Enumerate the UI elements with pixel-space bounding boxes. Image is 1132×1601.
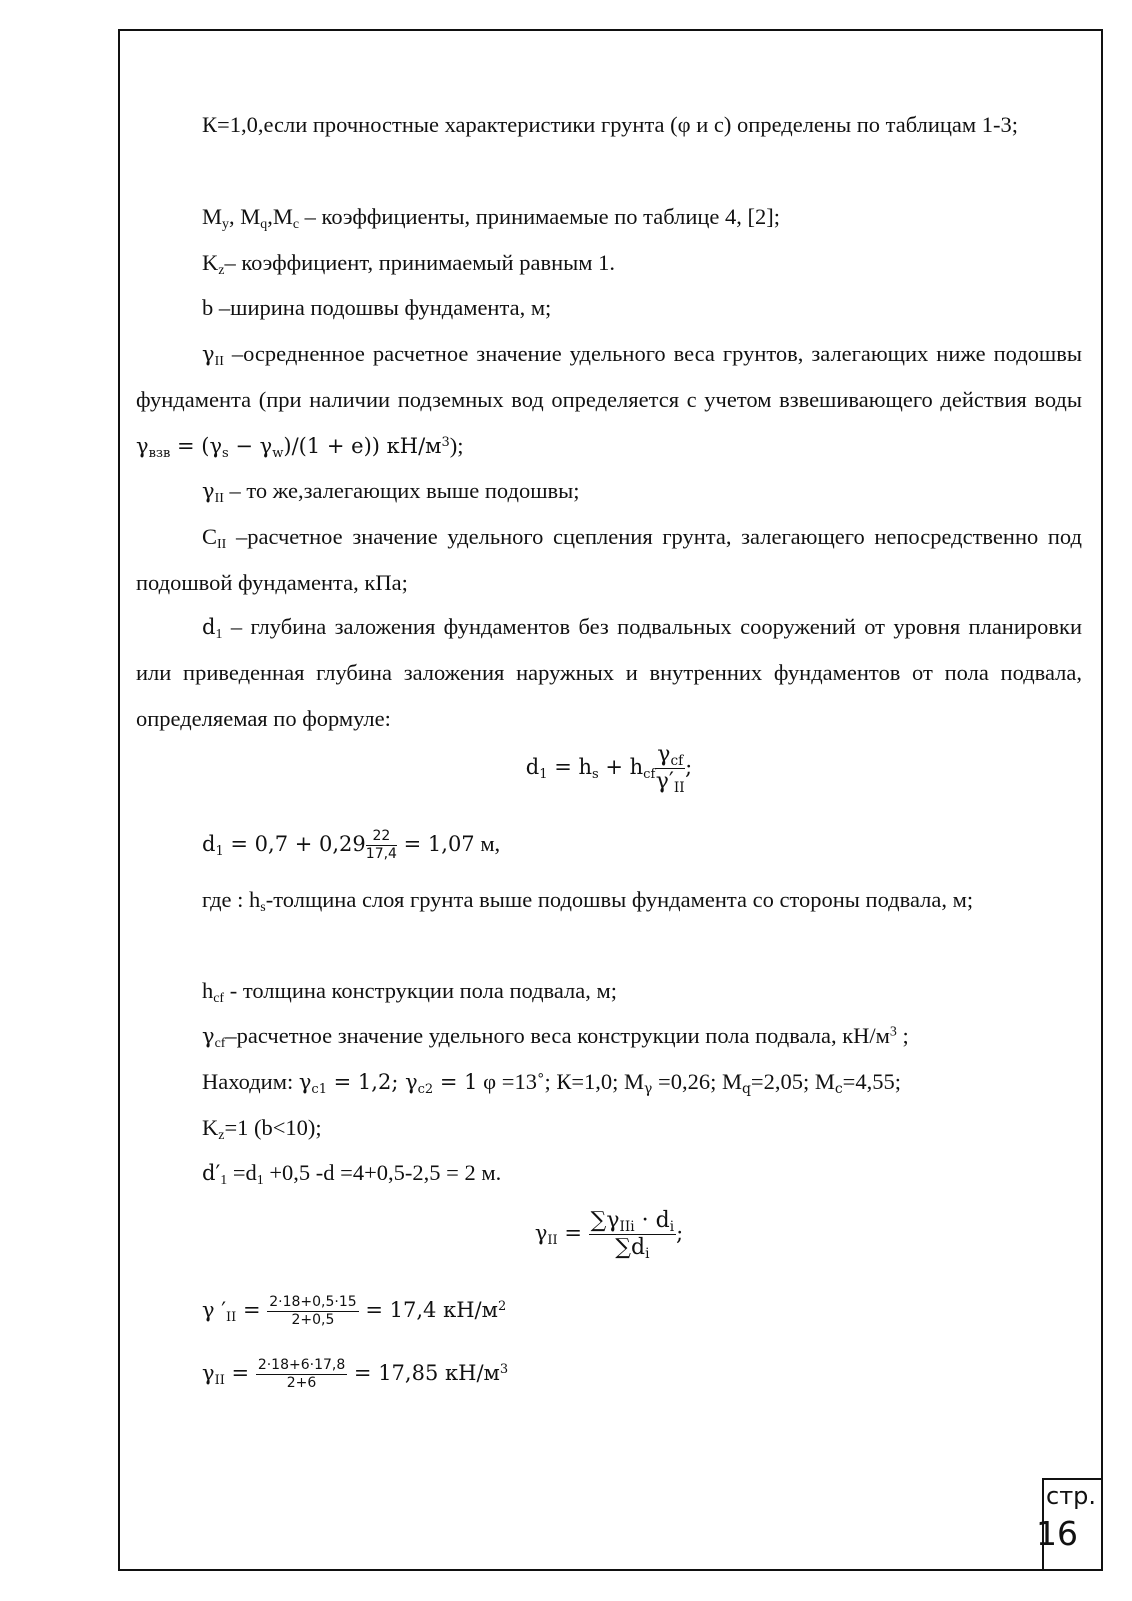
- formula-gamma-ii-prime-value: γ $'_{II}$ = $\frac{2\cdot 18+0,5\cdot 15}{2+0,5}$ = 17,4 $кН/м^2$: [202, 1293, 507, 1328]
- fraction-gamma-cf: $\frac{\gamma_{cf}}{\gamma'_{II}}$: [655, 741, 685, 797]
- page-number: 16: [1036, 1514, 1078, 1553]
- paragraph-found-values: Находим: $\gamma_{c1} = 1,2$; $\gamma_{c2} = 1$ φ =13˚; К=1,0; $M_\gamma =0,26$; $M_q=2,05$; $M_c=4,55$;: [202, 1069, 901, 1098]
- text-kz-definition: – коэффициент, принимаемый равным 1.: [224, 250, 615, 275]
- paragraph-k-coefficient: [136, 102, 1082, 148]
- paragraph-d1: $d_1$ – глубина заложения фундаментов без подвальных сооружений от уровня планировки или приведенная глубина заложения наружных и внутренних фундаментов от пола подвала, определяемая по формуле:: [136, 614, 1082, 731]
- paragraph-d1-prime: $d'_1 =d_1 +0,5$ -d =4+0,5-2,5 = 2 м.: [202, 1160, 502, 1189]
- fraction-22-17-4: $\frac{22}{17,4}$: [365, 827, 397, 862]
- formula-gamma-ii-sum: $\gamma_{II}$ = $\frac{\sum\gamma_{IIi} \cdot d_i}{\sum d_i}$ ;: [534, 1207, 684, 1263]
- text-k-definition: К=1,0,если прочностные характеристики грунта (φ и с) определены по таблицам 1-3;: [202, 112, 1018, 137]
- page-label: стр.: [1046, 1482, 1097, 1510]
- paragraph-gamma-cf: $\gamma_{cf}$–расчетное значение удельного веса конструкции пола подвала, $кН/м^3$ ;: [202, 1023, 909, 1052]
- formula-gamma-ii-value: $\gamma_{II}$ = $\frac{2\cdot 18+6\cdot 17,8}{2+6}$ = 17,85 $кН/м^3$: [202, 1356, 509, 1391]
- formula-gamma-vzv: $\gamma_{взв} = (\gamma_s - \gamma_w)/(1 + e)$) $кН/м^3$: [136, 434, 450, 461]
- paragraph-hcf: $h_{cf}$ - толщина конструкции пола подвала, м;: [202, 978, 618, 1007]
- text-m-definition: – коэффициенты, принимаемые по таблице 4, [2];: [299, 204, 781, 229]
- paragraph-kz: $K_z-$ коэффициент, принимаемый равным 1.: [202, 250, 615, 279]
- paragraph-gamma-ii: $\gamma_{II}$ –осредненное расчетное значение удельного веса грунтов, залегающих ниже подошвы фундамента (при наличии подземных вод определяется с учетом взвешивающего действия воды $\gamma_{взв} = (\gamma_s - \gamma_w)/(1 + e)$) $кН/м^3$);: [136, 341, 1082, 461]
- fraction-gamma-ii: $\frac{2\cdot 18+6\cdot 17,8}{2+6}$: [257, 1356, 346, 1391]
- fraction-sum: $\frac{\sum\gamma_{IIi} \cdot d_i}{\sum d_i}$: [590, 1207, 675, 1263]
- paragraph-m-coefficients: $M_y$, $M_q,M_c$ – коэффициенты, принимаемые по таблице 4, [2];: [202, 204, 781, 233]
- page-number-stamp: [1036, 1478, 1101, 1569]
- paragraph-gamma-ii-above: $\gamma_{II}$ – то же,залегающих выше подошвы;: [202, 478, 580, 507]
- fraction-gamma-prime: $\frac{2\cdot 18+0,5\cdot 15}{2+0,5}$: [269, 1293, 357, 1328]
- paragraph-kz-value: $K_z=1$ (b<10);: [202, 1115, 322, 1144]
- text-gamma-ii-definition: –осредненное расчетное значение удельного веса грунтов, залегающих ниже подошвы фундамента (при наличии подземных вод определяется с учетом взвешивающего действия воды: [136, 341, 1082, 412]
- formula-d1-value: $d_1 = 0,7 + 0,29$ $\frac{22}{17,4}$ = 1,07 м,: [202, 827, 501, 862]
- paragraph-b-width: [136, 285, 1082, 331]
- paragraph-c-ii: $C_{II}$ –расчетное значение удельного сцепления грунта, залегающего непосредственно под подошвой фундамента, кПа;: [136, 524, 1082, 595]
- text-b-definition: b –ширина подошвы фундамента, м;: [202, 295, 552, 320]
- paragraph-hs: где : $h_s$-толщина слоя грунта выше подошвы фундамента со стороны подвала, м;: [202, 887, 974, 916]
- formula-d1: $d_1 = h_s + h_{cf}$ $\frac{\gamma_{cf}}{\gamma'_{II}}$ ;: [525, 741, 693, 797]
